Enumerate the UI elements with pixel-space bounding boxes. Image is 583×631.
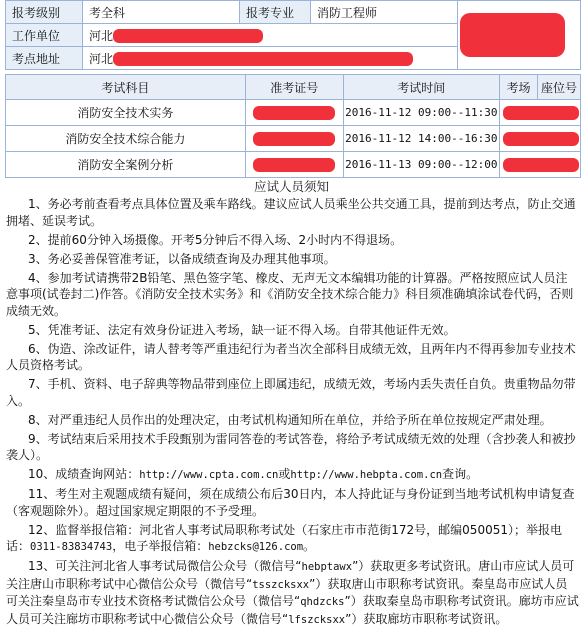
level-value: 考全科 (83, 1, 240, 24)
notice-item: 9、考试结束后采用技术手段甄别为雷同答卷的考试答卷，将给予考试成绩无效的处理（含抄袭人和被抄袭人）。 (6, 431, 576, 462)
level-label: 报考级别 (6, 1, 83, 24)
notice-item: 2、提前60分钟入场摄像。开考5分钟后不得入场、2小时内不得退场。 (28, 232, 403, 247)
work-redaction (113, 29, 263, 43)
table-row (6, 100, 581, 126)
ticket-redaction (253, 106, 335, 120)
room-seat-redaction (503, 132, 579, 146)
item12-mid: ，电子举报信箱： (112, 539, 209, 553)
room-seat-redaction (503, 158, 579, 172)
item10-suffix: 查询。 (442, 467, 479, 481)
cpta-link[interactable]: http://www.cpta.com.cn (139, 469, 279, 481)
item12-prefix: 12、监督举报信箱：河北省人事考试局职称考试处（石家庄市市范街172号，邮编050051）；举报电话： (6, 522, 562, 553)
subject-cell: 消防安全技术综合能力 (6, 126, 246, 152)
wechat-id-langfang: lfszcksxx (288, 613, 346, 626)
room-seat-redaction (503, 106, 579, 120)
report-email[interactable]: hebzcks@126.com (208, 541, 304, 553)
notice-item: 6、伪造、涂改证件，请人替考等严重违纪行为者当次全部科目成绩无效，且两年内不得再参加专业技术人员资格考试。 (6, 341, 576, 372)
report-phone: 0311-83834743 (30, 541, 113, 553)
notice-item-13 (0, 558, 583, 628)
item13-a: 13、可关注河北省人事考试局微信公众号（微信号“ (28, 559, 302, 573)
table-row (6, 126, 581, 152)
subject-cell: 消防安全技术实务 (6, 100, 246, 126)
col-room: 考场 (499, 75, 537, 100)
time-cell: 2016-11-13 09:00--12:00 (343, 152, 499, 178)
notice-item: 8、对严重违纪人员作出的处理决定，由考试机构通知所在单位，并给予所在单位按规定严肃处理。 (28, 412, 552, 427)
col-ticket-no: 准考证号 (245, 75, 343, 100)
notice-item-12 (0, 522, 583, 556)
ticket-redaction (253, 158, 335, 172)
item13-e: ”）获取廊坊市职称考试资讯。 (345, 611, 508, 626)
ticket-redaction (253, 132, 335, 146)
item10-or: 或 (278, 467, 291, 481)
wechat-id-qinhuangdao: qhdzcks (300, 596, 345, 608)
col-seat: 座位号 (538, 75, 581, 100)
notice-item: 5、凭准考证、法定有效身份证进入考场，缺一证不得入场。自带其他证件无效。 (28, 322, 456, 337)
col-time: 考试时间 (343, 75, 499, 100)
site-value: 河北 (89, 51, 114, 66)
time-cell: 2016-11-12 14:00--16:30 (343, 126, 499, 152)
subject-cell: 消防安全案例分析 (6, 152, 246, 178)
notice-item-10 (0, 466, 583, 484)
notice-title: 应试人员须知 (253, 179, 329, 194)
site-redaction (113, 52, 413, 66)
col-subject: 考试科目 (6, 75, 246, 100)
notice-item: 11、考生对主观题成绩有疑问，须在成绩公布后30日内，本人持此证与身份证到当地考试机构申请复查（客观题除外）。超过国家规定期限的不予受理。 (6, 487, 575, 518)
time-cell: 2016-11-12 09:00--11:30 (343, 100, 499, 126)
candidate-notice (0, 178, 583, 631)
notice-item: 1、务必考前查看考点具体位置及乘车路线。建议应试人员乘坐公共交通工具，提前到达考点，防止交通拥堵、延误考试。 (6, 197, 576, 228)
notice-item: 4、参加考试请携带2B铅笔、黑色签字笔、橡皮、无声无文本编辑功能的计算器。严格按照应试人员注意事项(试卷封二)作答。《消防安全技术实务》和《消防安全技术综合能力》科目须准确填涂试卷代码，否则成绩无效。 (6, 270, 574, 318)
photo-redaction (460, 13, 565, 57)
hebpta-link[interactable]: http://www.hebpta.com.cn (290, 469, 443, 481)
item13-d: ”）获取秦皇岛市职称考试资讯。廊坊市应试人员可关注廊坊市职称考试中心微信公众号（微信号“ (6, 594, 579, 626)
item12-suffix: 。 (303, 539, 316, 553)
wechat-id-hebei: hebptawx (301, 561, 353, 573)
candidate-info-table (5, 0, 581, 70)
work-value: 河北 (89, 28, 114, 43)
exam-schedule-table (5, 74, 581, 178)
site-label: 考点地址 (6, 47, 83, 70)
work-label: 工作单位 (6, 24, 83, 47)
notice-item: 3、务必妥善保管准考证，以备成绩查询及办理其他事项。 (28, 251, 336, 266)
item13-c: ”）获取唐山市职称考试资讯。秦皇岛市应试人员可关注秦皇岛市专业技术资格考试微信公众号（微信号“ (6, 576, 568, 608)
item13-b: ”）获取更多考试资讯。唐山市应试人员可关注唐山市职称考试中心微信公众号（微信号“ (6, 559, 575, 591)
wechat-id-tangshan: tsszcksxx (252, 578, 310, 591)
photo-area (458, 1, 581, 70)
table-row (6, 152, 581, 178)
major-value: 消防工程师 (311, 1, 458, 24)
item10-prefix: 10、成绩查询网站： (28, 467, 140, 481)
notice-item: 7、手机、资料、电子辞典等物品带到座位上即属违纪，成绩无效，考场内丢失责任自负。贵重物品勿带入。 (6, 377, 576, 408)
major-label: 报考专业 (240, 1, 311, 24)
